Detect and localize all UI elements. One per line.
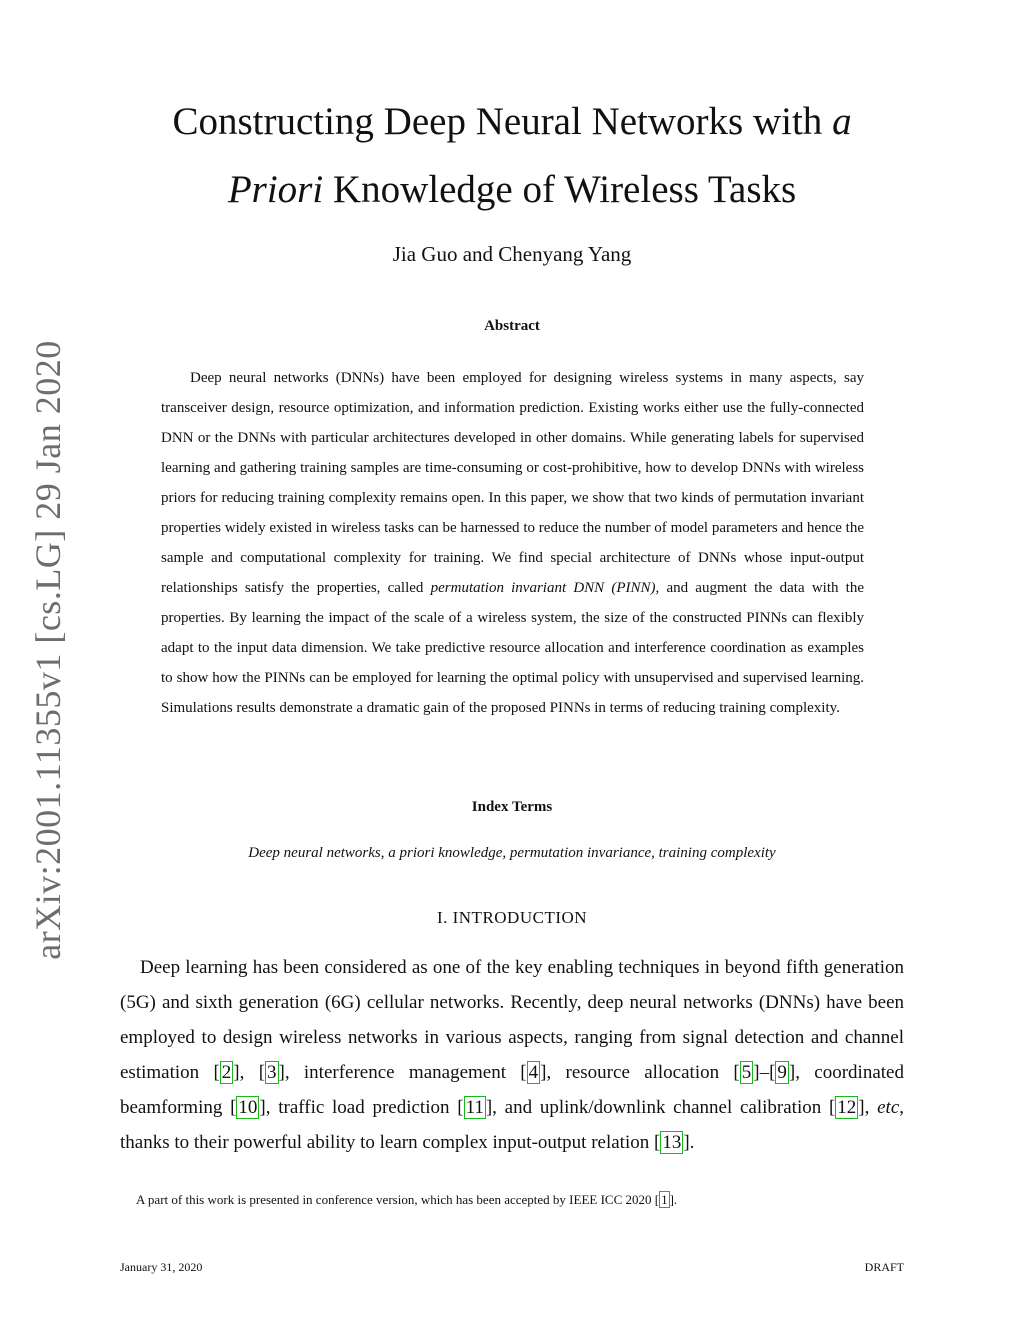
title-italic-priori: Priori xyxy=(227,168,324,211)
index-terms-heading: Index Terms xyxy=(471,799,553,815)
citation-link[interactable]: 4 xyxy=(528,1062,539,1083)
intro-text: ], traffic load prediction [ xyxy=(259,1097,464,1118)
intro-text: ]–[ xyxy=(753,1062,776,1083)
title-part-2: Knowledge of Wireless Tasks xyxy=(323,168,797,211)
intro-text: ], interference management [ xyxy=(278,1062,527,1083)
footnote-end: ]. xyxy=(669,1192,678,1207)
authors: Jia Guo and Chenyang Yang xyxy=(392,242,632,266)
abstract-heading: Abstract xyxy=(484,318,540,334)
intro-text: ], and uplink/downlink channel calibration [ xyxy=(485,1097,836,1118)
abstract-italic-pinn: permutation invariant DNN (PINN) xyxy=(430,580,656,596)
abstract-body xyxy=(161,363,864,723)
intro-text: ]. xyxy=(683,1132,695,1153)
title-part-1: Constructing Deep Neural Networks with xyxy=(172,100,833,143)
citation-link[interactable]: 13 xyxy=(662,1132,682,1153)
footnote xyxy=(120,1192,904,1208)
footnote-text: A part of this work is presented in conference version, which has been accepted by IEEE ICC 2020 [ xyxy=(136,1192,660,1207)
intro-text: ], [ xyxy=(233,1062,266,1083)
section-number: I. xyxy=(436,908,453,927)
citation-link[interactable]: 3 xyxy=(267,1062,277,1083)
intro-text: ], coordinated beamforming [ xyxy=(120,1062,904,1118)
citation-link[interactable]: 9 xyxy=(777,1062,787,1083)
footer-date: January 31, 2020 xyxy=(120,1260,203,1274)
index-terms: Deep neural networks, a priori knowledge, permutation invariance, training complexity xyxy=(248,845,776,861)
citation-link[interactable]: 2 xyxy=(221,1062,232,1083)
section-title-rest: NTRODUCTION xyxy=(458,908,588,927)
paper-title xyxy=(110,88,914,224)
section-heading-introduction xyxy=(110,908,914,928)
citation-link[interactable]: 5 xyxy=(741,1062,752,1083)
abstract-text-1: Deep neural networks (DNNs) have been employed for designing wireless systems in many aspects, say transceiver design, resource optimization, and information prediction. Existing works either use the fully-connected DNN or the DNNs with particular architectures developed in other domains. While generating labels for supervised learning and gathering training samples are time-consuming or cost-prohibitive, how to develop DNNs with wireless priors for reducing training complexity remains open. In this paper, we show that two kinds of permutation invariant properties widely existed in wireless tasks can be harnessed to reduce the number of model parameters and hence the sample and computational complexity for training. We find special architecture of DNNs whose input-output relationships satisfy the properties, called xyxy=(161,370,864,596)
footer-draft-label: DRAFT xyxy=(864,1260,904,1274)
citation-link[interactable]: 11 xyxy=(465,1097,484,1118)
section-first-letter: I xyxy=(452,908,459,927)
citation-link[interactable]: 1 xyxy=(661,1192,668,1207)
intro-text: ], resource allocation [ xyxy=(540,1062,740,1083)
citation-link[interactable]: 12 xyxy=(837,1097,857,1118)
title-italic-a: a xyxy=(832,100,852,143)
arxiv-identifier: arXiv:2001.11355v1 [cs.LG] 29 Jan 2020 xyxy=(28,340,68,960)
intro-text: ], xyxy=(858,1097,878,1118)
citation-link[interactable]: 10 xyxy=(238,1097,258,1118)
abstract-text-2: , and augment the data with the properties. By learning the impact of the scale of a wireless system, the size of the constructed PINNs can flexibly adapt to the input data dimension. We take predictive resource allocation and interference coordination as examples to show how the PINNs can be employed for learning the optimal policy with unsupervised and supervised learning. Simulations results demonstrate a dramatic gain of the proposed PINNs in terms of reducing training complexity. xyxy=(161,580,864,716)
intro-text: , thanks to their powerful ability to learn complex input-output relation [ xyxy=(120,1097,905,1153)
intro-text: Deep learning has been considered as one of the key enabling techniques in beyond fifth generation (5G) and sixth generation (6G) cellular networks. Recently, deep neural networks (DNNs) have been employed to design wireless networks in various aspects, ranging from signal detection and channel estimation [ xyxy=(120,957,904,1083)
intro-italic-etc: etc xyxy=(877,1097,900,1118)
introduction-paragraph xyxy=(120,950,904,1160)
